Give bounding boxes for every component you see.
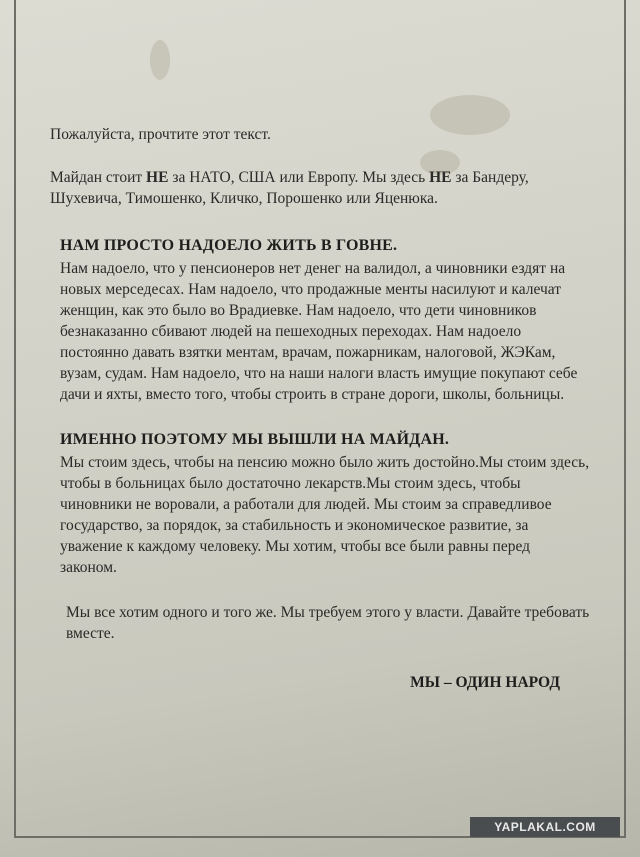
document-body	[50, 124, 590, 693]
emphasis-ne: НЕ	[429, 169, 452, 186]
watermark-badge: YAPLAKAL.COM	[470, 817, 620, 837]
disclaimer-text: Майдан стоит	[50, 169, 147, 186]
disclaimer-paragraph	[50, 167, 590, 209]
disclaimer-text: за НАТО, США или Европу. Мы здесь	[168, 169, 430, 186]
section-heading-1: НАМ ПРОСТО НАДОЕЛО ЖИТЬ В ГОВНЕ.	[60, 237, 398, 254]
section-body-1: Нам надоело, что у пенсионеров нет денег на валидол, а чиновники ездят на новых мерседесах. Нам надоело, что продажные менты насилуют и калечат женщин, как это было во Врадиевке. Нам надоело, что дети чиновников безнаказанно сбивают людей на пешеходных переходах. Нам надоело постоянно давать взятки ментам, врачам, пожарникам, налоговой, ЖЭКам, вузам, судам. Нам надоело, что на наши налоги власть имущие покупают себе дачи и яхты, вместо того, чтобы строить в стране дороги, школы, больницы.	[60, 260, 578, 403]
section-heading-2: ИМЕННО ПОЭТОМУ МЫ ВЫШЛИ НА МАЙДАН.	[60, 431, 450, 448]
signature: МЫ – ОДИН НАРОД	[410, 674, 560, 691]
section-body-2: Мы стоим здесь, чтобы на пенсию можно было жить достойно.Мы стоим здесь, чтобы в больницах было достаточно лекарств.Мы стоим здесь, чтобы чиновники не воровали, а работали для людей. Мы стоим за справедливое государство, за порядок, за стабильность и экономическое развитие, за уважение к каждому человеку. Мы хотим, чтобы все были равны перед законом.	[60, 454, 590, 576]
intro-line: Пожалуйста, прочтите этот текст.	[50, 126, 271, 143]
emphasis-ne: НЕ	[146, 169, 169, 186]
closing-paragraph: Мы все хотим одного и того же. Мы требуем этого у власти. Давайте требовать вместе.	[66, 604, 590, 642]
disclaimer-text: за Бандеру, Шухевича, Тимошенко, Кличко, Порошенко или Яценюка.	[50, 169, 529, 207]
